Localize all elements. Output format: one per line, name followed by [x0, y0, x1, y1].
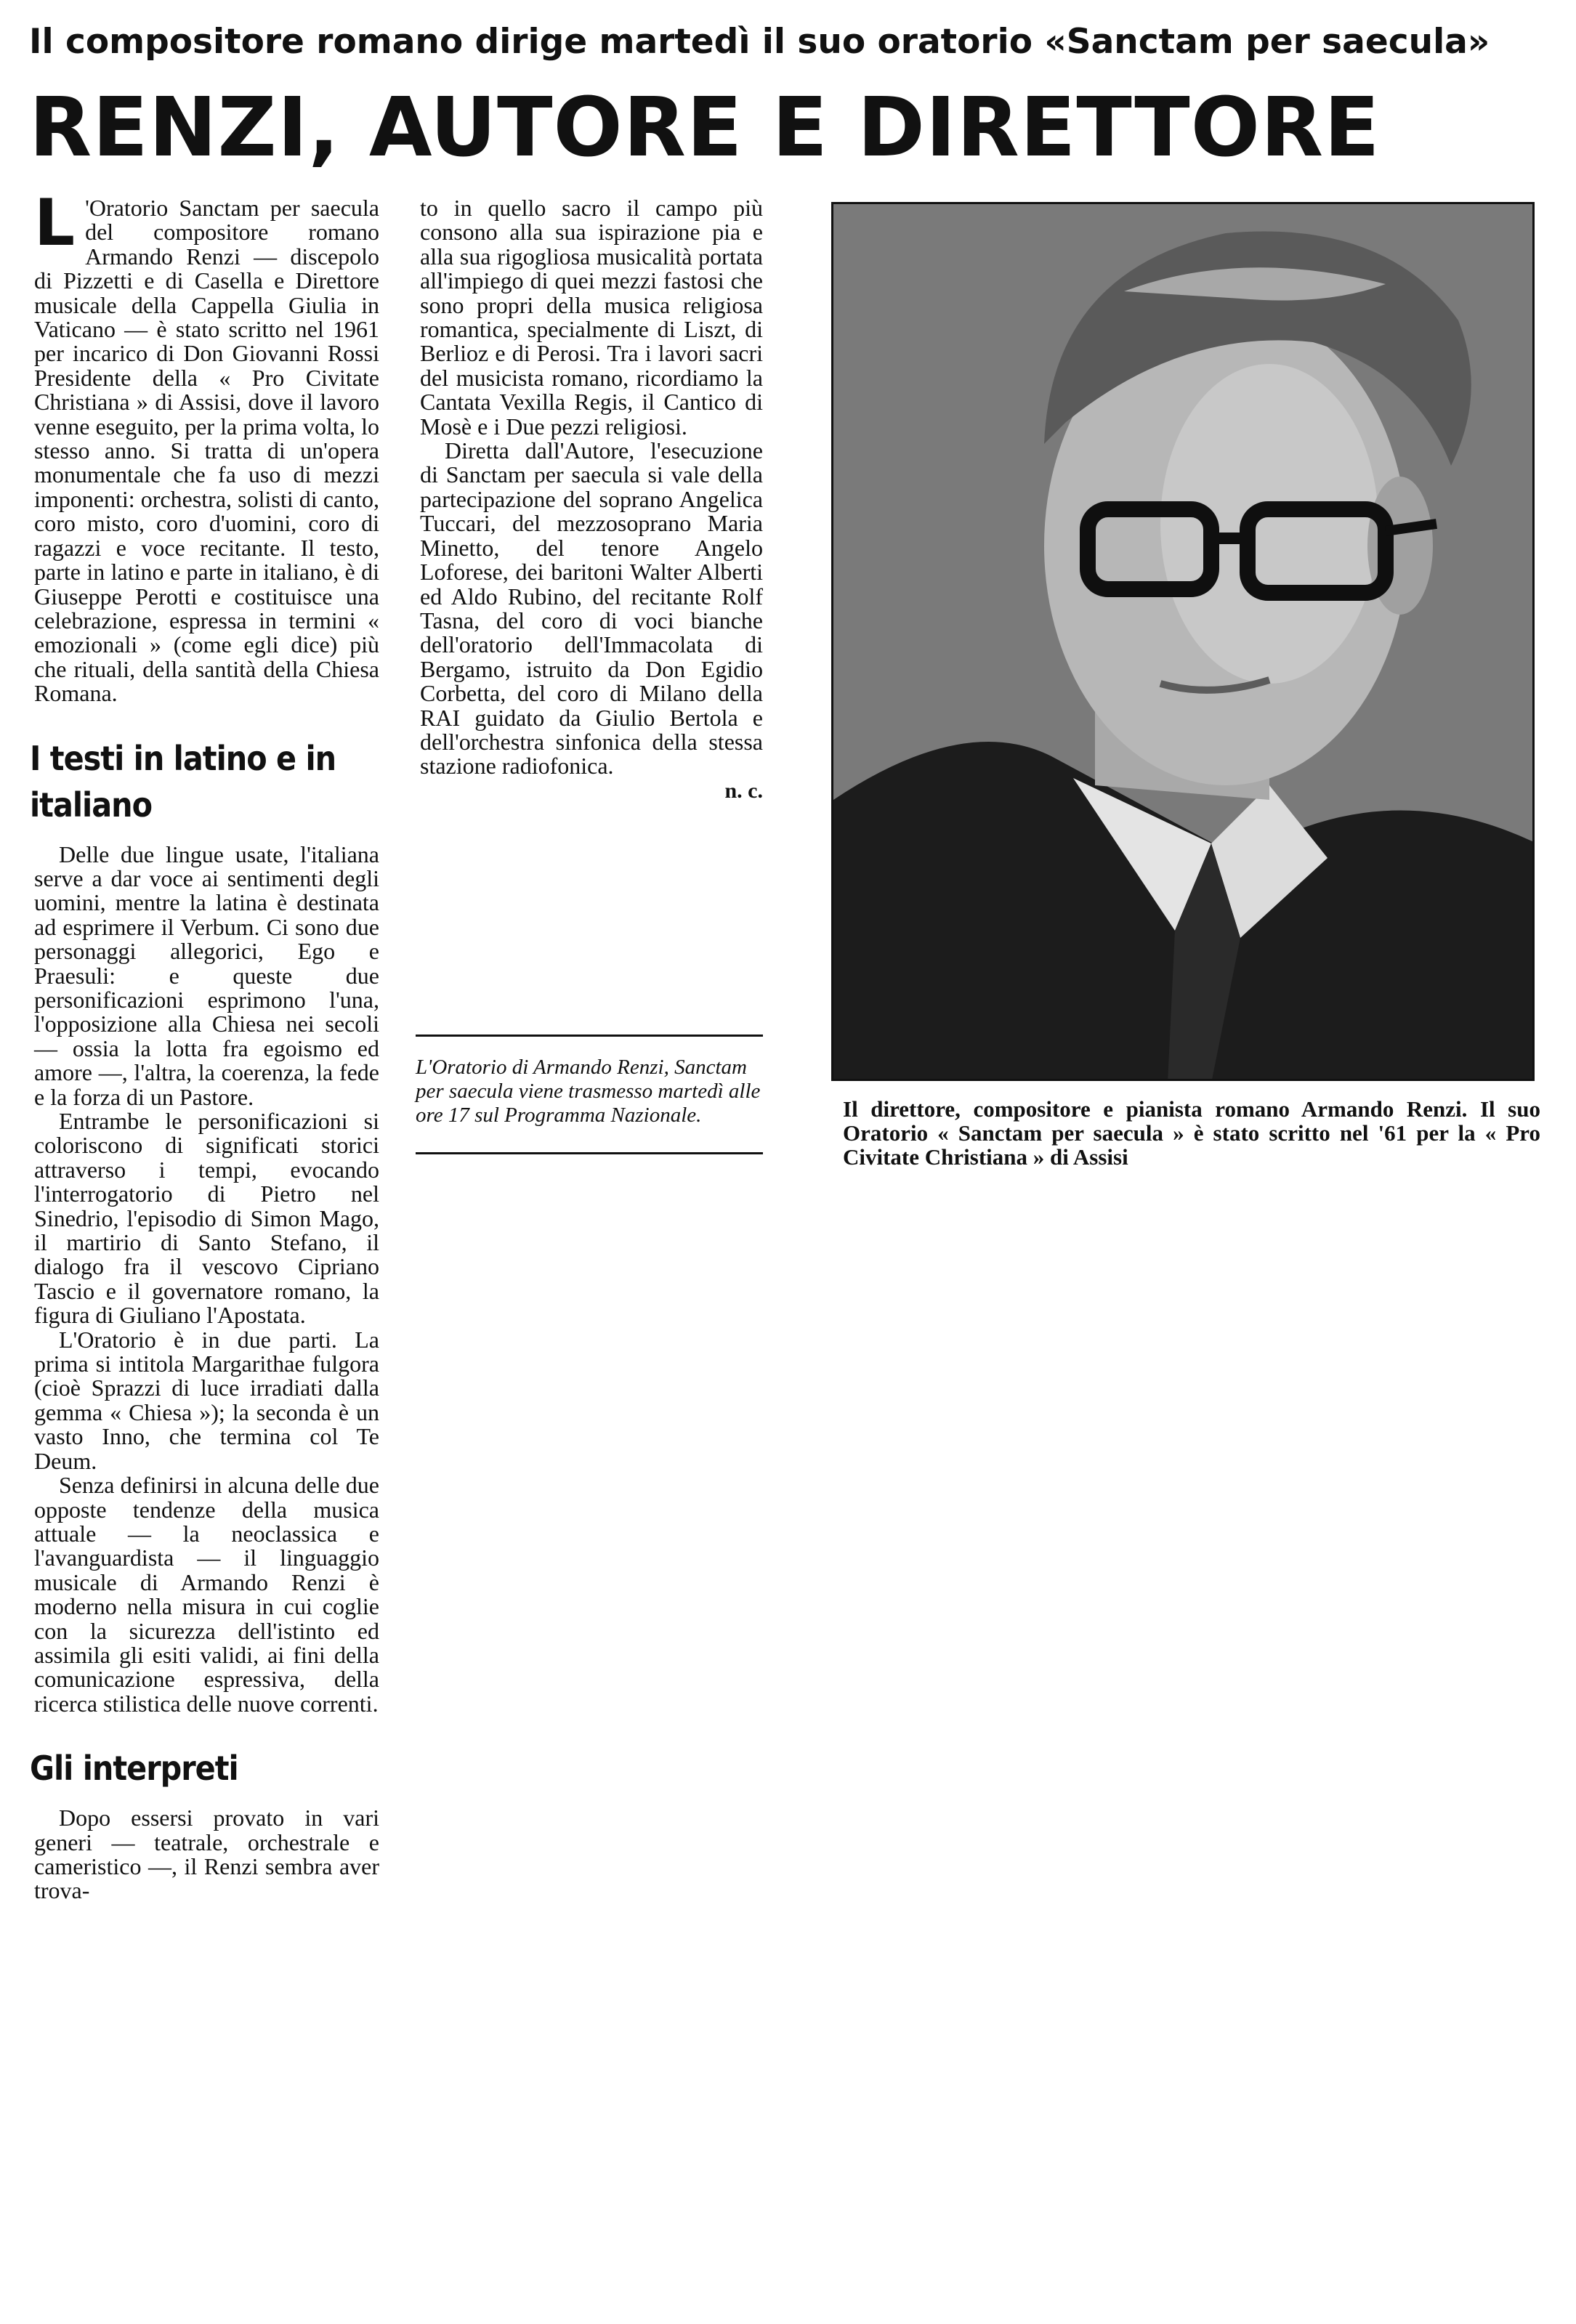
paragraph-esecuzione: Diretta dall'Autore, l'esecuzione di Sanctam per saecula si vale della partecipazione del soprano Angelica Tuccari, del mezzosoprano Maria Minetto, del tenore Angelo Loforese, dei baritoni Walter Alberti ed Aldo Rubino, del recitante Rolf Tasna, del coro di voci bianche dell'oratorio dell'Immacolata di Bergamo, istruito da Don Egidio Corbetta, del coro di Milano della RAI guidato da Giulio Bertola e dell'orchestra sinfonica della stessa stazione radiofonica. — [420, 437, 763, 780]
article-column-2 — [420, 196, 763, 803]
note-rule-bottom — [416, 1152, 763, 1154]
broadcast-note-text: L'Oratorio di Armando Renzi, Sanctam per saecula viene trasmesso martedì alle ore 17 sul Programma Nazionale. — [416, 1056, 761, 1127]
note-rule-top — [416, 1035, 763, 1037]
photo-caption: Il direttore, compositore e pianista romano Armando Renzi. Il suo Oratorio « Sanctam per saecula » è stato scritto nel '61 per la « Pro Civitate Christiana » di Assisi — [843, 1096, 1540, 1170]
subhead-interpreti: Gli interpreti — [30, 1749, 238, 1789]
article-column-1 — [30, 185, 379, 1904]
broadcast-note — [416, 1035, 763, 1154]
headline: RENZI, AUTORE E DIRETTORE — [29, 81, 1381, 175]
paragraph-generi: Dopo essersi provato in vari generi — teatrale, orchestrale e cameristico —, il Renzi sembra aver trova- — [34, 1805, 379, 1904]
author-initials: n. c. — [724, 778, 763, 803]
kicker-line: Il compositore romano dirige martedì il suo oratorio «Sanctam per saecula» — [29, 22, 1490, 62]
portrait-illustration — [833, 204, 1535, 1081]
portrait-photo — [831, 202, 1535, 1081]
paragraph-parti: L'Oratorio è in due parti. La prima si intitola Margarithae fulgora (cioè Sprazzi di luce irradiati dalla gemma « Chiesa »); la seconda è un vasto Inno, che termina col Te Deum. — [34, 1326, 379, 1474]
intro-paragraph — [34, 185, 379, 707]
drop-cap: L — [34, 185, 76, 260]
paragraph-lingue: Delle due lingue usate, l'italiana serve a dar voce ai sentimenti degli uomini, mentre la latina è destinata ad esprimere il Verbum. Ci sono due personaggi allegorici, Ego e Praesuli: e queste due personificazioni esprimono l'una, l'opposizione alla Chiesa nei secoli — ossia la lotta fra egoismo ed amore —, l'altra, la coerenza, la fede e la forza di un Pastore. — [34, 841, 379, 1110]
subhead-testi: I testi in latino e in italiano — [30, 738, 336, 825]
paragraph-linguaggio: Senza definirsi in alcuna delle due opposte tendenze della musica attuale — la neoclassica e l'avanguardista — il linguaggio musicale di Armando Renzi è moderno nella misura in cui coglie con la sicurezza dell'istinto ed assimila gli esiti validi, ai fini della comunicazione espressiva, della ricerca stilistica delle nuove correnti. — [34, 1472, 379, 1717]
paragraph-personificazioni: Entrambe le personificazioni si coloriscono di significati storici attraverso i tempi, evocando l'interrogatorio di Pietro nel Sinedrio, l'episodio di Simon Mago, il martirio di Santo Stefano, il dialogo fra il vescovo Cipriano Tascio e il governatore romano, la figura di Giuliano l'Apostata. — [34, 1108, 379, 1329]
intro-text: 'Oratorio Sanctam per saecula del compositore romano Armando Renzi — discepolo di Pizzetti e di Casella e Direttore musicale della Cappella Giulia in Vaticano — è stato scritto nel 1961 per incarico di Don Giovanni Rossi Presidente della « Pro Civitate Christiana » di Assisi, dove il lavoro venne eseguito, per la prima volta, lo stesso anno. Si tratta di un'opera monumentale che fa uso di mezzi imponenti: orchestra, solisti di canto, coro misto, coro d'uomini, coro di ragazzi e voce recitante. Il testo, parte in latino e parte in italiano, è di Giuseppe Perotti e costituisce una celebrazione, espressa in termini « emozionali » (come egli dice) più che rituali, della santità della Chiesa Romana. — [34, 195, 379, 707]
paragraph-continuation: to in quello sacro il campo più consono alla sua ispirazione pia e alla sua rigogliosa musicalità portata all'impiego di quei mezzi fastosi che sono propri della musica religiosa romantica, specialmente di Liszt, di Berlioz e di Perosi. Tra i lavori sacri del musicista romano, ricordiamo la Cantata Vexilla Regis, il Cantico di Mosè e i Due pezzi religiosi. — [420, 195, 763, 440]
